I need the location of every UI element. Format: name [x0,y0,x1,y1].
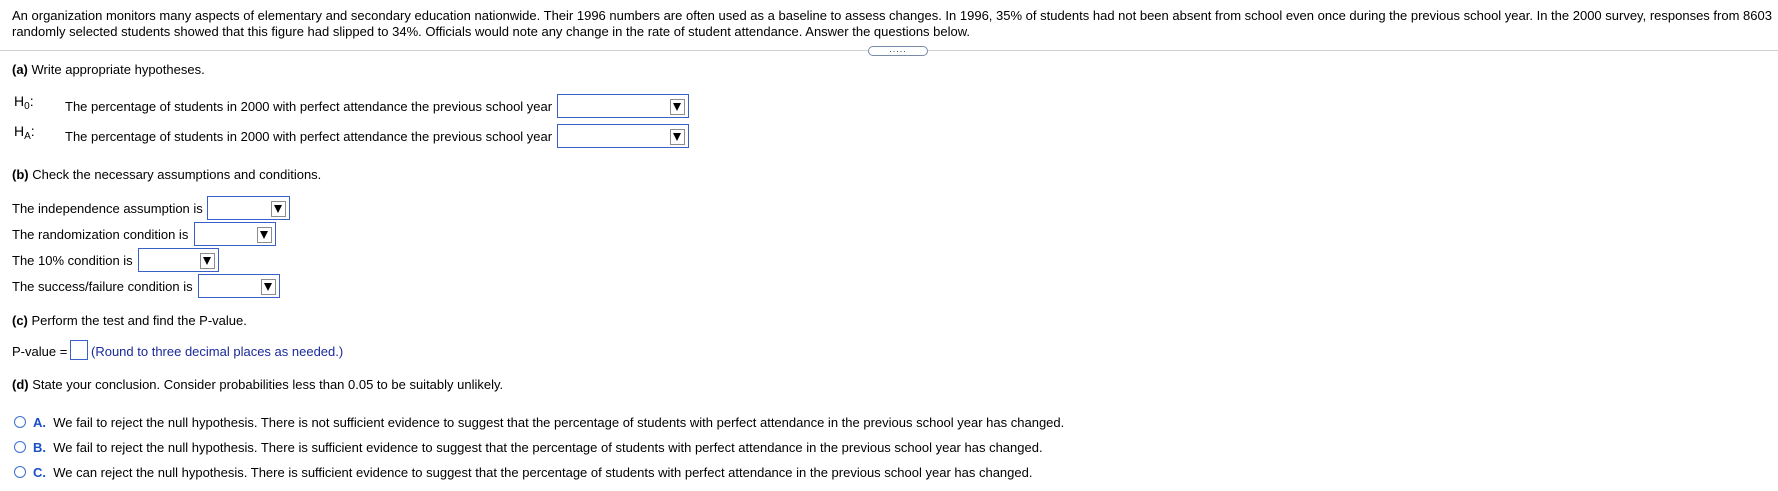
dropdown-arrow-icon[interactable] [257,227,272,243]
expand-toggle-button[interactable]: ..... [868,46,928,56]
option-a-letter: A. [33,415,46,430]
option-c-radio[interactable] [14,466,26,478]
h0-label: $H_0$: [14,93,34,112]
part-c-text: Perform the test and find the P-value. [31,313,247,328]
part-d-text: State your conclusion. Consider probabilities less than 0.05 to be suitably unlikely. [32,377,504,392]
h0-dropdown[interactable] [557,94,689,118]
part-b-label: (b) [12,167,29,182]
dropdown-arrow-icon[interactable] [200,253,215,269]
part-a-text: Write appropriate hypotheses. [31,62,205,77]
success-failure-dropdown[interactable] [198,274,280,298]
part-d-heading [12,377,503,392]
success-failure-label: The success/failure condition is [12,279,193,294]
part-b-heading [12,167,321,182]
independence-label: The independence assumption is [12,201,203,216]
ten-percent-label: The 10% condition is [12,253,133,268]
option-b-text: We fail to reject the null hypothesis. There is sufficient evidence to suggest that the percentage of students with perfect attendance in the previous school year has changed. [53,440,1043,455]
part-c-label: (c) [12,313,28,328]
option-c-text: We can reject the null hypothesis. There is sufficient evidence to suggest that the percentage of students with perfect attendance in the previous school year has changed. [53,465,1033,480]
option-b-letter: B. [33,440,46,455]
pvalue-input[interactable] [70,340,88,360]
dropdown-arrow-icon[interactable] [670,129,685,145]
h0-statement: The percentage of students in 2000 with perfect attendance the previous school year [65,99,553,114]
randomization-dropdown[interactable] [194,222,276,246]
option-c[interactable] [33,465,1032,480]
option-a-text: We fail to reject the null hypothesis. There is not sufficient evidence to suggest that the percentage of students with perfect attendance in the previous school year has changed. [53,415,1065,430]
part-a-label: (a) [12,62,28,77]
option-a-radio[interactable] [14,416,26,428]
ha-label: $H_A$: [14,123,35,142]
rounding-hint: (Round to three decimal places as needed.) [91,344,344,359]
ha-dropdown[interactable] [557,124,689,148]
problem-statement: An organization monitors many aspects of elementary and secondary education nationwide. Their 1996 numbers are often used as a baseline to assess changes. In 1996, 35% of students had not been absent from school even once during the previous school year. In the 2000 survey, responses from 8603 randomly selected students showed that this figure had slipped to 34%. Officials would note any change in the rate of student attendance. Answer the questions below. [12,8,1772,39]
option-c-letter: C. [33,465,46,480]
part-d-label: (d) [12,377,29,392]
ten-percent-dropdown[interactable] [138,248,219,272]
option-b-radio[interactable] [14,441,26,453]
independence-dropdown[interactable] [207,196,290,220]
dropdown-arrow-icon[interactable] [271,201,286,217]
dropdown-arrow-icon[interactable] [261,279,276,295]
randomization-label: The randomization condition is [12,227,189,242]
ha-statement: The percentage of students in 2000 with perfect attendance the previous school year [65,129,553,144]
option-a[interactable] [33,415,1064,430]
part-c-heading [12,313,247,328]
part-b-text: Check the necessary assumptions and conditions. [32,167,322,182]
dropdown-arrow-icon[interactable] [670,99,685,115]
part-a-heading [12,62,205,77]
option-b[interactable] [33,440,1043,455]
pvalue-label: P-value = [12,344,68,359]
